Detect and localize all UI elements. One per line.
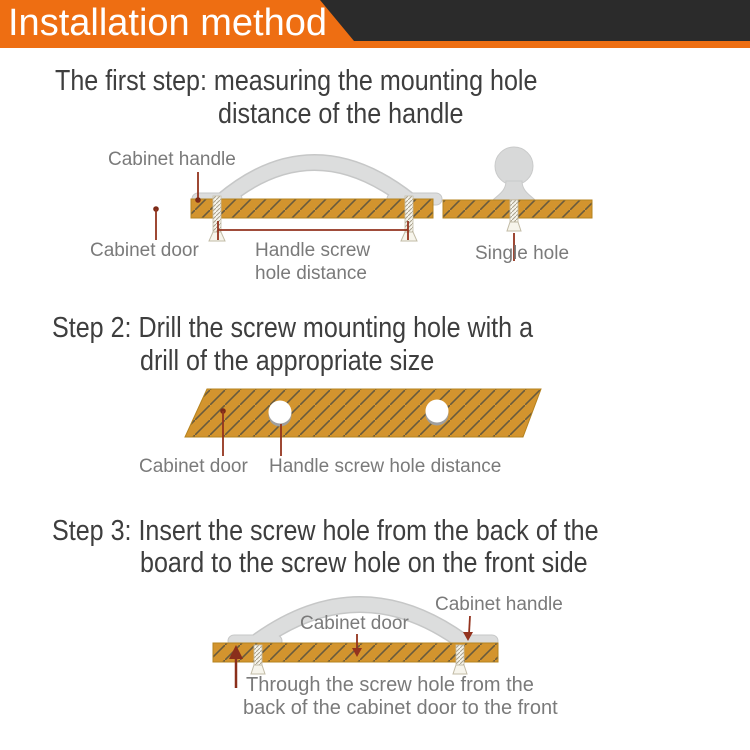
banner-corner-shape [320,0,750,41]
step2-heading-line2: drill of the appropriate size [140,345,435,377]
drill-hole-left [269,401,292,427]
pointer-cabinet-handle [195,172,201,203]
label-single-hole: Single hole [475,243,570,264]
label-screw-distance-line1: Handle screw [255,240,371,261]
label-screw-hole-distance: Handle screw hole distance [269,456,502,477]
label-cabinet-door: Cabinet door [90,240,199,261]
label-screw-distance-line2: hole distance [255,263,367,284]
label-cabinet-door: Cabinet door [139,456,248,477]
page-title: Installation method [8,2,327,44]
step1-heading-line2: distance of the handle [218,98,464,130]
pointer-cabinet-door [153,206,159,240]
label-cabinet-handle: Cabinet handle [435,594,563,615]
drill-hole-right [426,400,449,426]
cabinet-door-board-angled [185,389,541,437]
dimension-line [218,221,408,240]
step2-heading-line1: Step 2: Drill the screw mounting hole with a [52,312,534,344]
cabinet-door-board [191,199,433,218]
step3-heading-line2: board to the screw hole on the front side [140,547,588,579]
caption-through-screw-hole-line1: Through the screw hole from the [246,674,534,696]
step3-heading-line1: Step 3: Insert the screw hole from the back of the [52,515,599,547]
header-banner [0,0,750,48]
step1-heading-line1: The first step: measuring the mounting hole [55,65,538,97]
single-hole-knob-shape [493,147,535,200]
label-cabinet-door: Cabinet door [300,613,409,634]
caption-through-screw-hole-line2: back of the cabinet door to the front [243,697,558,719]
label-cabinet-handle: Cabinet handle [108,149,236,170]
